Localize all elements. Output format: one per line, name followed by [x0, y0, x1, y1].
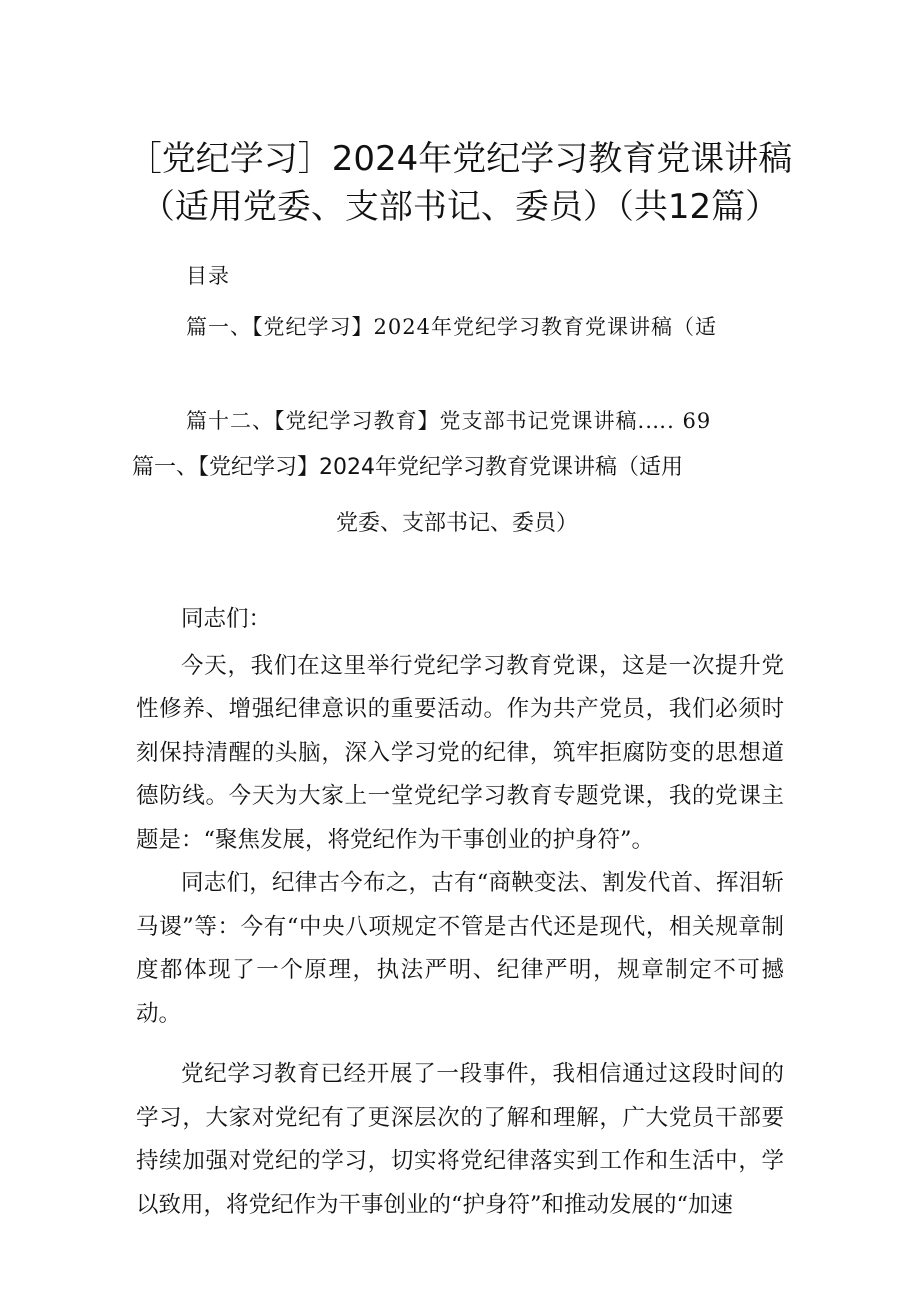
toc-entry-1[interactable]: 篇一、【党纪学习】2024年党纪学习教育党课讲稿（适 [186, 315, 717, 339]
paragraph-3: 党纪学习教育已经开展了一段事件，我相信通过这段时间的学习，大家对党纪有了更深层次的了解和理解，广大党员干部要持续加强对党纪的学习，切实将党纪律落实到工作和生活中，学以致用，将党纪作为干事创业的“护身符”和推动发展的“加速 [136, 1061, 784, 1218]
paragraph-2: 同志们，纪律古今布之，古有“商鞅变法、割发代首、挥泪斩马谡”等：今有“中央八项规定不管是古代还是现代，相关规章制度都体现了一个原理，执法严明、纪律严明，规章制定不可撼动。 [136, 870, 784, 1027]
document-title-line-2: （适用党委、支部书记、委员）（共12篇） [140, 187, 780, 227]
section-heading-line-1: 篇一、【党纪学习】2024年党纪学习教育党课讲稿（适用 [132, 455, 683, 480]
greeting: 同志们： [181, 606, 272, 632]
document-title-line-1: ［党纪学习］2024年党纪学习教育党课讲稿 [127, 139, 793, 179]
paragraph-1: 今天，我们在这里举行党纪学习教育党课，这是一次提升党性修养、增强纪律意识的重要活动。作为共产党员，我们必须时刻保持清醒的头脑，深入学习党的纪律，筑牢拒腐防变的思想道德防线。今天为大家上一堂党纪学习教育专题党课，我的党课主题是：“聚焦发展，将党纪作为干事创业的护身符”。 [136, 652, 784, 853]
toc-entry-12[interactable]: 篇十二、【党纪学习教育】党支部书记党课讲稿.…. 69 [186, 409, 712, 433]
toc-label: 目录 [186, 264, 230, 288]
speech-body [136, 598, 784, 1227]
section-heading-line-2: 党委、支部书记、委员） [336, 511, 579, 536]
